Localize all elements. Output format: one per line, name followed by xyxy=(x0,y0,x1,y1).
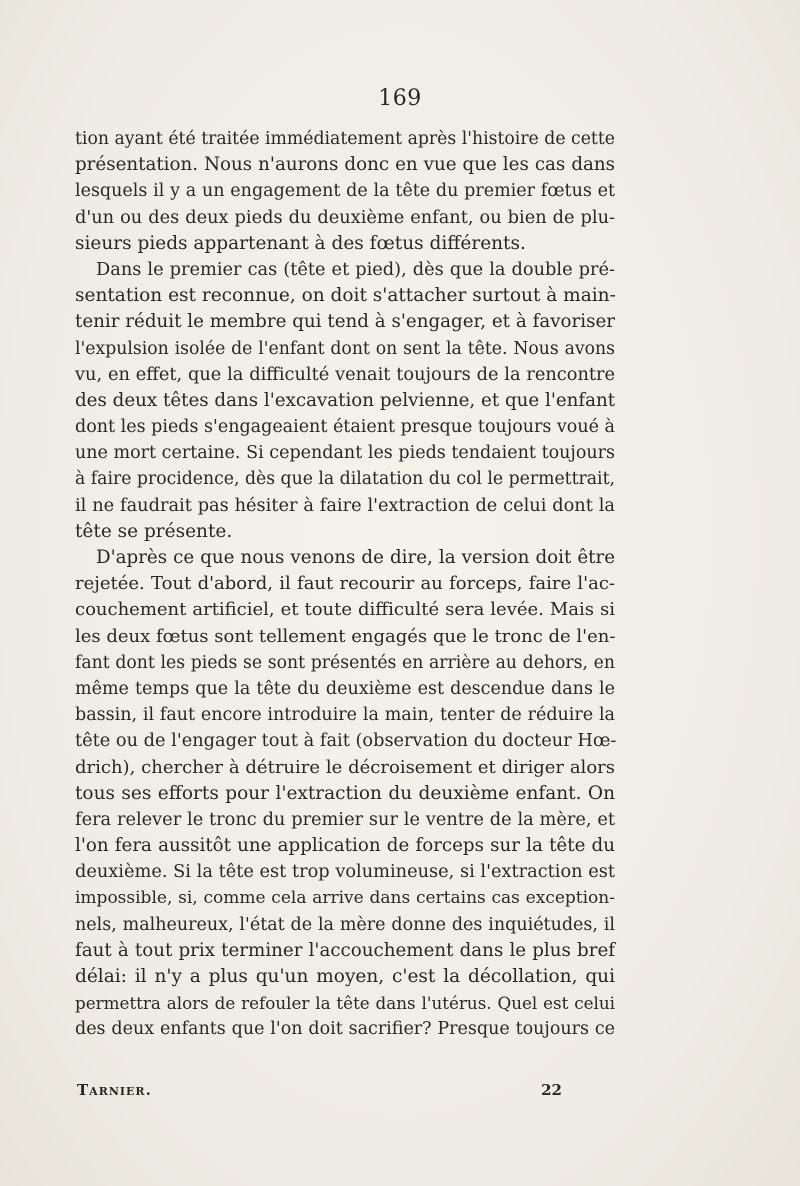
page-number: 169 xyxy=(378,86,422,111)
text-line: des deux enfants que l'on doit sacrifier? Presque toujours ce xyxy=(75,1019,615,1040)
text-line: il ne faudrait pas hésiter à faire l'extraction de celui dont la xyxy=(75,495,615,516)
text-line: tous ses efforts pour l'extraction du deuxième enfant. On xyxy=(75,782,615,804)
printer-signature: Tarnier. xyxy=(77,1081,152,1099)
text-line: dont les pieds s'engageaient étaient presque toujours voué à xyxy=(75,417,615,438)
text-line: fant dont les pieds se sont présentés en arrière au dehors, en xyxy=(75,652,615,673)
text-line: drich), chercher à détruire le décroisement et diriger alors xyxy=(75,756,615,778)
text-line: vu, en effet, que la difficulté venait toujours de la rencontre xyxy=(75,364,615,385)
text-line: couchement artificiel, et toute difficulté sera levée. Mais si xyxy=(75,599,615,621)
text-line: les deux fœtus sont tellement engagés que le tronc de l'en- xyxy=(75,625,616,647)
text-line: fera relever le tronc du premier sur le ventre de la mère, et xyxy=(75,809,615,830)
sheet-number: 22 xyxy=(541,1081,562,1099)
text-line: même temps que la tête du deuxième est descendue dans le xyxy=(75,678,615,699)
text-line: lesquels il y a un engagement de la tête du premier fœtus et xyxy=(75,181,615,202)
text-line: deuxième. Si la tête est trop volumineuse, si l'extraction est xyxy=(75,862,615,883)
text-line: l'expulsion isolée de l'enfant dont on sent la tête. Nous avons xyxy=(75,338,615,359)
text-line: sieurs pieds appartenant à des fœtus différents. xyxy=(75,232,526,254)
text-line: à faire procidence, dès que la dilatation du col le permettrait, xyxy=(75,469,615,490)
page-footer xyxy=(77,1081,562,1099)
text-line: sentation est reconnue, on doit s'attacher surtout à main- xyxy=(75,285,616,307)
paragraph-start-line: Dans le premier cas (tête et pied), dès que la double pré- xyxy=(96,259,615,280)
text-line: faut à tout prix terminer l'accouchement dans le plus bref xyxy=(75,939,615,961)
text-line: délai: il n'y a plus qu'un moyen, c'est la décollation, qui xyxy=(75,966,615,987)
text-line: nels, malheureux, l'état de la mère donne des inquiétudes, il xyxy=(75,914,615,935)
body-text xyxy=(75,126,615,1043)
text-line: des deux têtes dans l'excavation pelvienne, et que l'enfant xyxy=(75,389,616,411)
text-line: l'on fera aussitôt une application de forceps sur la tête du xyxy=(75,835,615,857)
text-line: rejetée. Tout d'abord, il faut recourir au forceps, faire l'ac- xyxy=(75,573,615,595)
text-line: présentation. Nous n'aurons donc en vue que les cas dans xyxy=(75,154,615,176)
text-line: bassin, il faut encore introduire la main, tenter de réduire la xyxy=(75,705,615,726)
text-line: d'un ou des deux pieds du deuxième enfant, ou bien de plu- xyxy=(75,207,615,228)
paragraph-start-line: D'après ce que nous venons de dire, la version doit être xyxy=(96,547,615,568)
text-line: impossible, si, comme cela arrive dans certains cas exception- xyxy=(75,888,615,909)
text-line: une mort certaine. Si cependant les pieds tendaient toujours xyxy=(75,443,615,464)
text-line: tion ayant été traitée immédiatement après l'histoire de cette xyxy=(75,129,615,149)
text-line: permettra alors de refouler la tête dans l'utérus. Quel est celui xyxy=(75,993,615,1014)
text-line: tête ou de l'engager tout à fait (observation du docteur Hœ- xyxy=(75,731,617,752)
text-line: tenir réduit le membre qui tend à s'engager, et à favoriser xyxy=(75,311,615,333)
text-line: tête se présente. xyxy=(75,520,233,542)
